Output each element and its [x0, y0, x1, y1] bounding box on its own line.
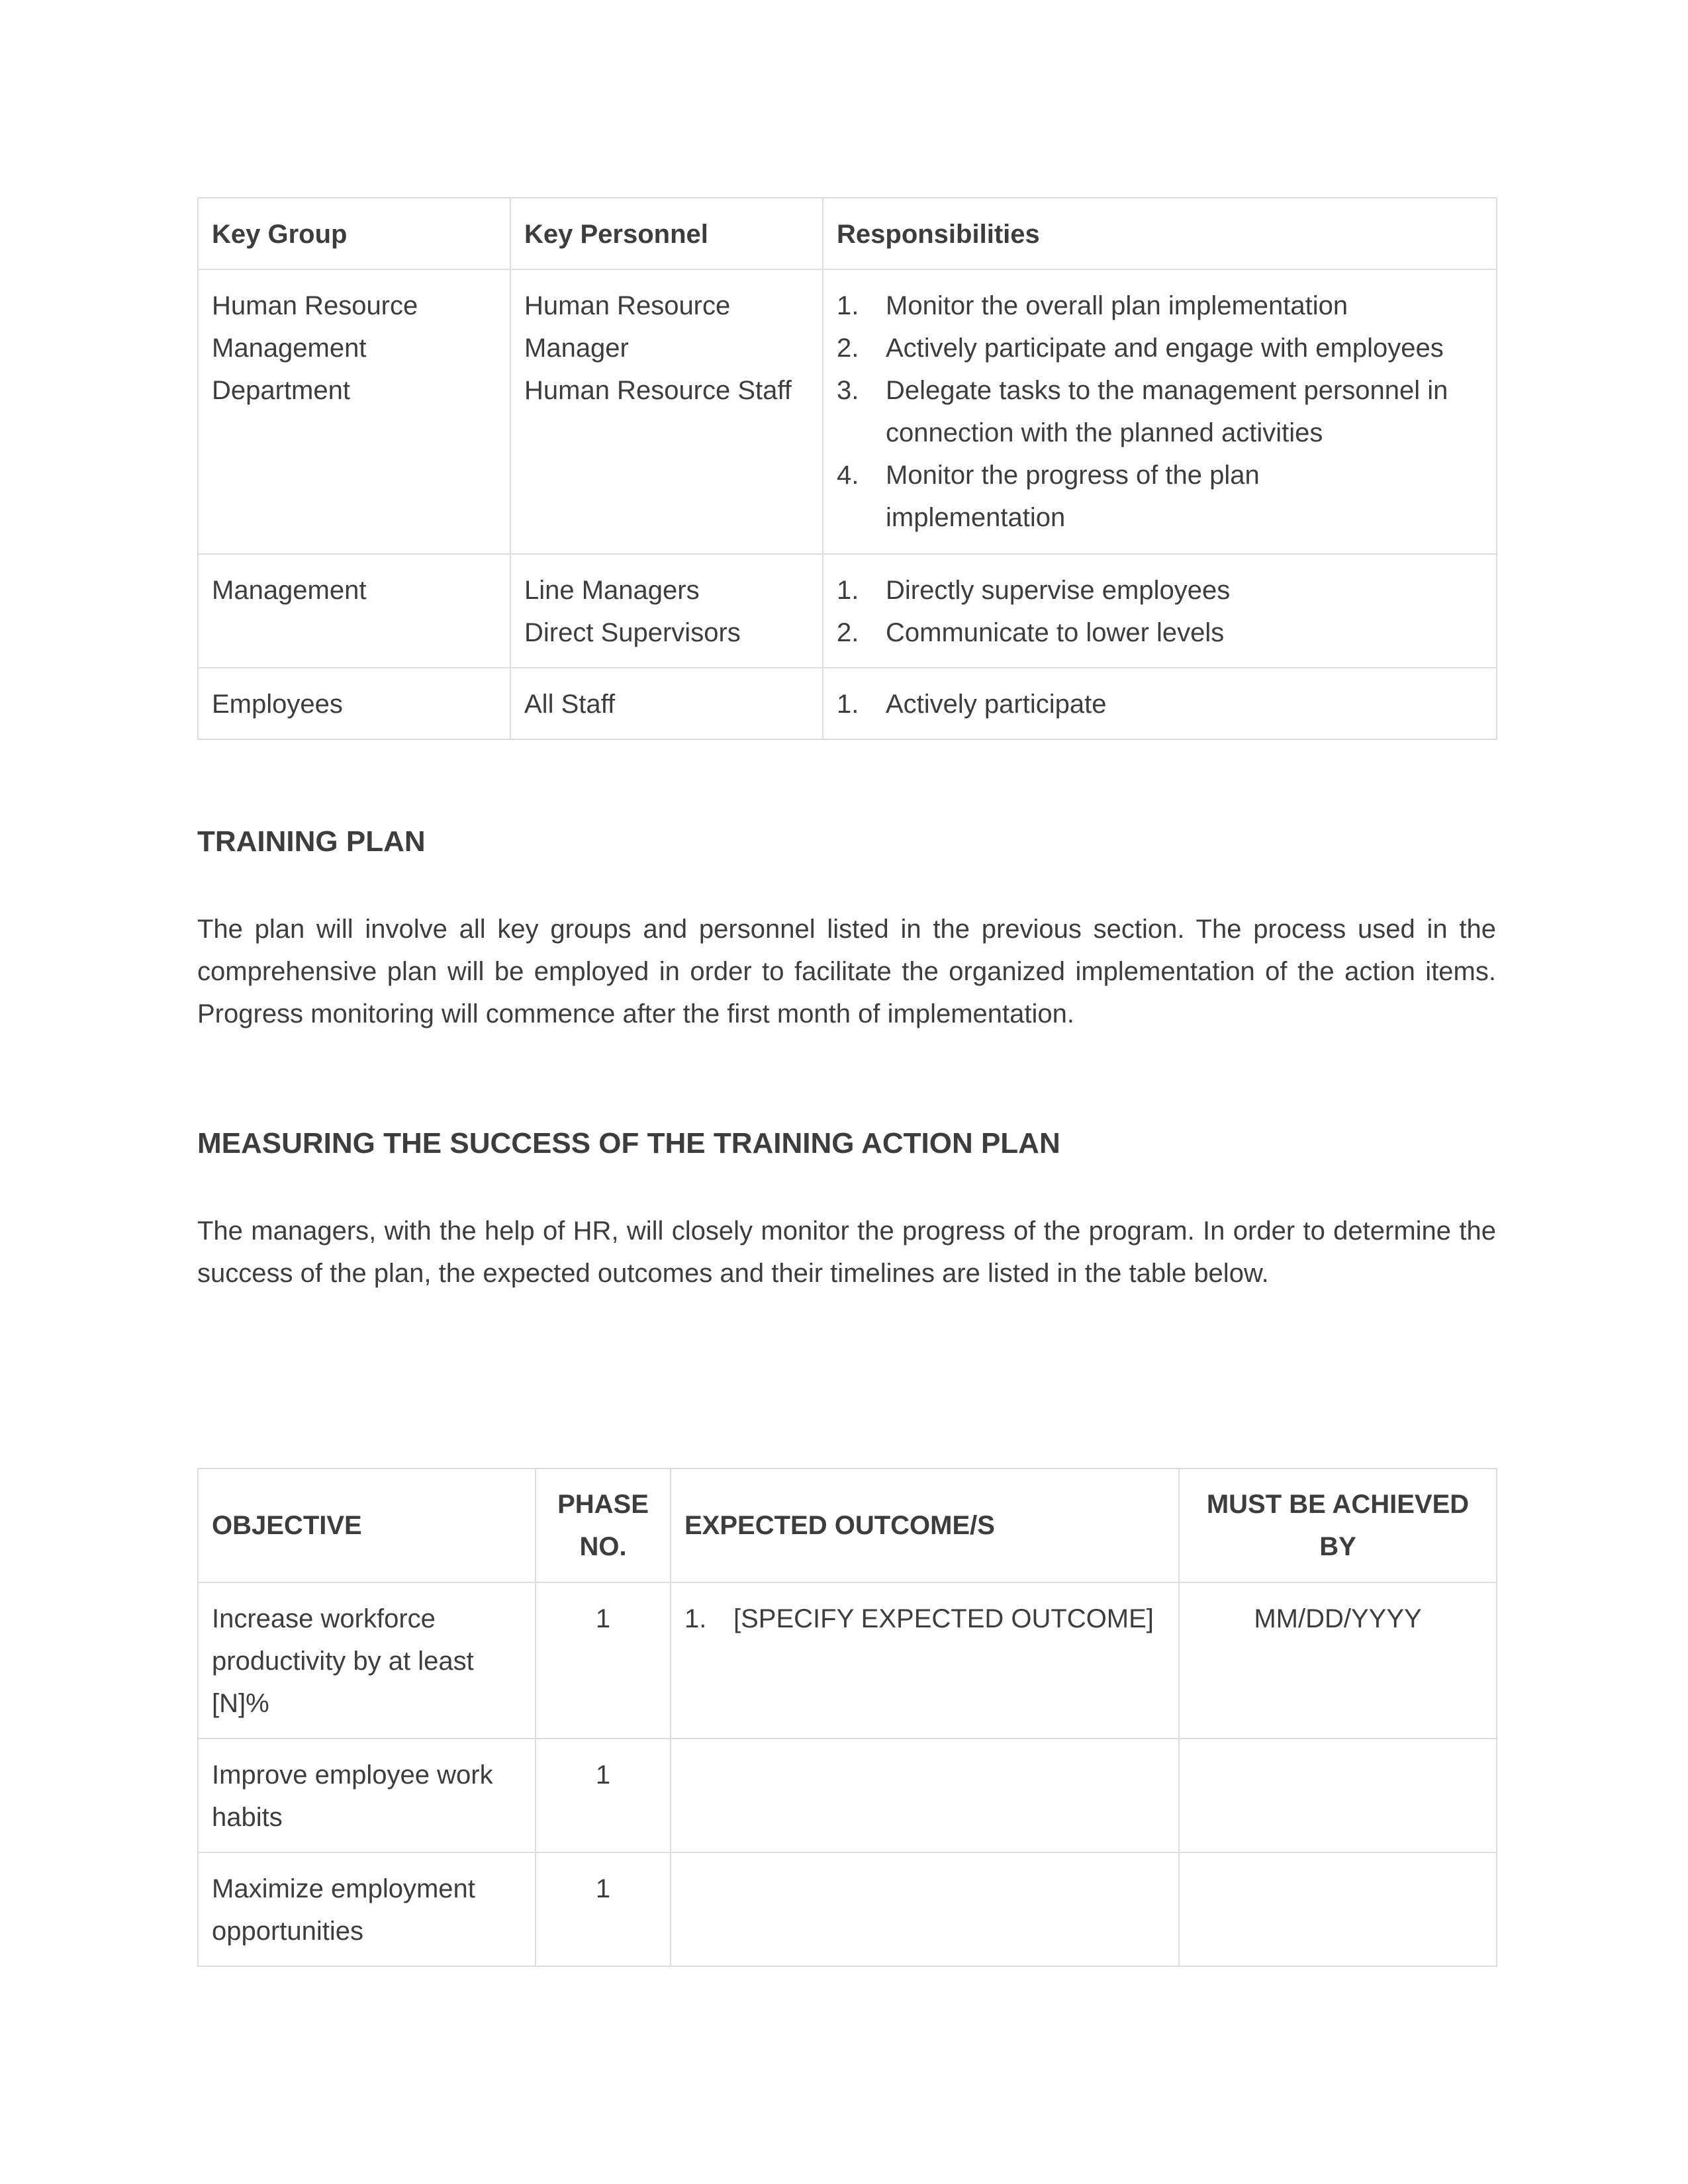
table-row [198, 1582, 1497, 1739]
responsibility-list [837, 569, 1483, 654]
header-responsibilities: Responsibilities [823, 198, 1497, 269]
table-header-row [198, 198, 1497, 269]
expected-outcome-cell [671, 1852, 1179, 1966]
measuring-success-heading: MEASURING THE SUCCESS OF THE TRAINING ACTION PLAN [197, 1127, 1060, 1160]
phase-cell: 1 [536, 1852, 671, 1966]
responsibility-table [197, 197, 1497, 740]
phase-cell: 1 [536, 1582, 671, 1739]
table-row [198, 1739, 1497, 1852]
key-personnel-cell: Line Managers Direct Supervisors [510, 554, 823, 668]
expected-outcome-cell [671, 1739, 1179, 1852]
list-item: 2. Actively participate and engage with employees [837, 334, 1444, 363]
deadline-cell [1179, 1852, 1497, 1966]
list-item: 1. [SPECIFY EXPECTED OUTCOME] [684, 1604, 1154, 1633]
list-item: 3. Delegate tasks to the management personnel in connection with the planned activities [837, 376, 1448, 447]
document-page [197, 197, 1496, 1946]
responsibilities-cell [823, 269, 1497, 554]
header-objective: OBJECTIVE [198, 1469, 536, 1582]
responsibilities-cell [823, 554, 1497, 668]
list-item: 1. Actively participate [837, 690, 1107, 719]
training-plan-heading: TRAINING PLAN [197, 825, 426, 858]
key-group-cell: Management [198, 554, 510, 668]
outcome-list [684, 1598, 1165, 1640]
list-item: 2. Communicate to lower levels [837, 618, 1225, 647]
measuring-success-paragraph: The managers, with the help of HR, will closely monitor the progress of the program. In order to determine the success of the plan, the expected outcomes and their timelines are listed in the table below. [197, 1216, 1496, 1288]
key-personnel-cell: Human Resource Manager Human Resource Staff [510, 269, 823, 554]
header-key-personnel: Key Personnel [510, 198, 823, 269]
header-key-group: Key Group [198, 198, 510, 269]
objectives-table [197, 1468, 1497, 1967]
header-expected-outcome: EXPECTED OUTCOME/S [671, 1469, 1179, 1582]
table-row [198, 554, 1497, 668]
list-item: 1. Directly supervise employees [837, 576, 1231, 605]
objective-cell: Improve employee work habits [198, 1739, 536, 1852]
deadline-cell [1179, 1739, 1497, 1852]
responsibilities-cell [823, 668, 1497, 739]
objective-cell: Maximize employment opportunities [198, 1852, 536, 1966]
objective-cell: Increase workforce productivity by at least [N]% [198, 1582, 536, 1739]
training-plan-paragraph: The plan will involve all key groups and personnel listed in the previous section. The process used in the comprehensive plan will be employed in order to facilitate the organized implementation of the action items. Progress monitoring will commence after the first month of implementation. [197, 915, 1496, 1028]
key-group-cell: Employees [198, 668, 510, 739]
header-must-be-achieved-by: MUST BE ACHIEVED BY [1179, 1469, 1497, 1582]
phase-cell: 1 [536, 1739, 671, 1852]
table-header-row [198, 1469, 1497, 1582]
deadline-cell: MM/DD/YYYY [1179, 1582, 1497, 1739]
list-item: 1. Monitor the overall plan implementation [837, 291, 1348, 320]
key-group-cell: Human Resource Management Department [198, 269, 510, 554]
table-row [198, 668, 1497, 739]
table-row [198, 269, 1497, 554]
header-phase-no: PHASE NO. [536, 1469, 671, 1582]
key-personnel-cell: All Staff [510, 668, 823, 739]
responsibility-list [837, 683, 1483, 725]
expected-outcome-cell [671, 1582, 1179, 1739]
list-item: 4. Monitor the progress of the plan implementation [837, 461, 1260, 532]
table-row [198, 1852, 1497, 1966]
responsibility-list [837, 285, 1483, 539]
